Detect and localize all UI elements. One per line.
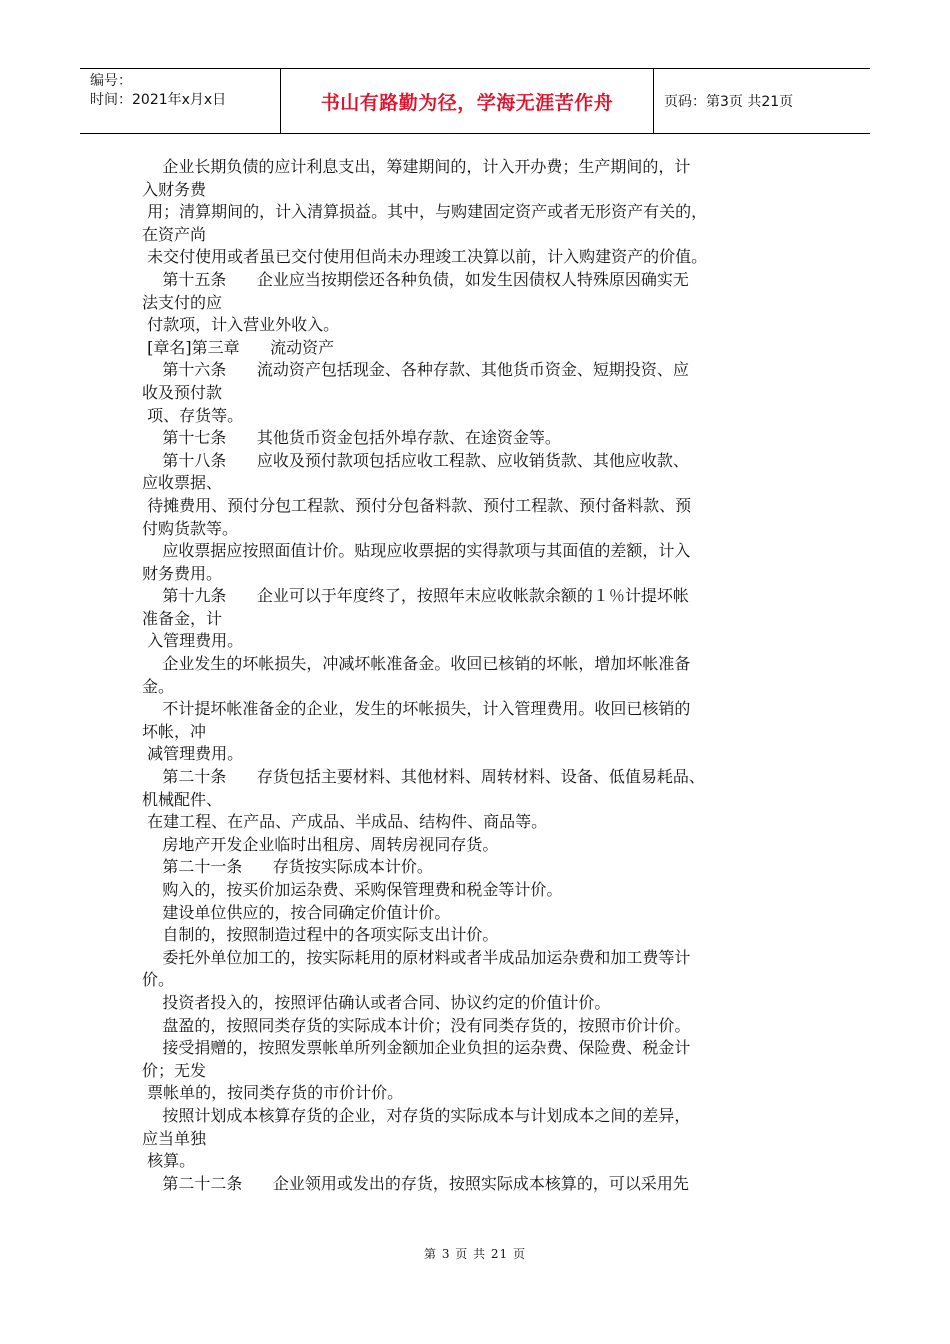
body-line: 入管理费用。 [142,631,244,651]
body-line: 核算。 [142,1151,196,1171]
body-line: 付款项，计入营业外收入。 [142,315,340,335]
body-line: 机械配件、 [142,789,223,809]
page-header [80,68,870,134]
body-line: 票帐单的，按同类存货的市价计价。 [142,1083,404,1103]
body-line: 委托外单位加工的，按实际耗用的原材料或者半成品加运杂费和加工费等计 [142,947,691,967]
body-line: 金。 [142,676,175,696]
header-motto: 书山有路勤为径，学海无涯苦作舟 [281,69,654,133]
body-line: 财务费用。 [142,563,223,583]
body-line: 房地产开发企业临时出租房、周转房视同存货。 [142,834,499,854]
body-line: 应收票据应按照面值计价。贴现应收票据的实得款项与其面值的差额，计入 [142,541,691,561]
body-line: 第十五条 企业应当按期偿还各种负债，如发生因债权人特殊原因确实无 [142,269,689,289]
body-line: 在建工程、在产品、产成品、半成品、结构件、商品等。 [142,812,548,832]
document-body [142,156,832,1195]
page-footer: 第 3 页 共 21 页 [424,1247,526,1261]
body-line: 第十七条 其他货币资金包括外埠存款、在途资金等。 [142,428,561,448]
body-line: 未交付使用或者虽已交付使用但尚未办理竣工决算以前，计入购建资产的价值。 [142,247,708,267]
body-line: 价；无发 [142,1060,207,1080]
body-line: 建设单位供应的，按合同确定价值计价。 [142,902,451,922]
body-line: 应收票据、 [142,473,223,493]
body-line: 收及预付款 [142,382,223,402]
body-line: 在资产尚 [142,224,207,244]
body-line: 企业长期负债的应计利息支出，筹建期间的，计入开办费；生产期间的，计 [142,157,691,176]
body-line: 应当单独 [142,1128,207,1148]
body-line: 入财务费 [142,179,207,199]
body-line: 第十九条 企业可以于年度终了，按照年末应收帐款余额的１％计提坏帐 [142,586,689,606]
body-line: 坏帐，冲 [142,721,207,741]
body-line: 第十八条 应收及预付款项包括应收工程款、应收销货款、其他应收款、 [142,450,689,470]
body-line: 购入的，按买价加运杂费、采购保管理费和税金等计价。 [142,880,563,899]
body-line: 投资者投入的，按照评估确认或者合同、协议约定的价值计价。 [142,992,611,1012]
body-line: 不计提坏帐准备金的企业，发生的坏帐损失，计入管理费用。收回已核销的 [142,699,691,719]
date-label: 时间：2021年x月x日 [90,92,227,108]
header-meta [80,69,281,133]
body-line: 按照计划成本核算存货的企业，对存货的实际成本与计划成本之间的差异， [142,1105,691,1125]
body-line: 价。 [142,970,175,990]
header-page-info: 页码：第3页 共21页 [664,94,794,110]
body-line: 第十六条 流动资产包括现金、各种存款、其他货币资金、短期投资、应 [142,360,689,380]
body-line: 接受捐赠的，按照发票帐单所列金额加企业负担的运杂费、保险费、税金计 [142,1038,691,1058]
body-line: 项、存货等。 [142,405,244,425]
body-line: 自制的，按照制造过程中的各项实际支出计价。 [142,925,499,945]
number-label: 编号： [90,73,132,89]
body-line: 第二十二条 企业领用或发出的存货，按照实际成本核算的，可以采用先 [142,1173,689,1193]
body-line: 法支付的应 [142,292,223,312]
body-line: 盘盈的，按照同类存货的实际成本计价；没有同类存货的，按照市价计价。 [142,1015,691,1035]
body-line: 第二十一条 存货按实际成本计价。 [142,857,433,877]
body-line: 企业发生的坏帐损失，冲减坏帐准备金。收回已核销的坏帐，增加坏帐准备 [142,654,691,674]
body-line: 第二十条 存货包括主要材料、其他材料、周转材料、设备、低值易耗品、 [142,767,705,787]
body-line: 用；清算期间的，计入清算损益。其中，与购建固定资产或者无形资产有关的， [142,202,708,222]
body-line: [章名]第三章 流动资产 [142,337,335,357]
body-line: 减管理费用。 [142,744,244,764]
body-line: 待摊费用、预付分包工程款、预付分包备料款、预付工程款、预付备料款、预 [142,495,692,515]
body-line: 准备金，计 [142,608,223,628]
body-line: 付购货款等。 [142,518,239,538]
